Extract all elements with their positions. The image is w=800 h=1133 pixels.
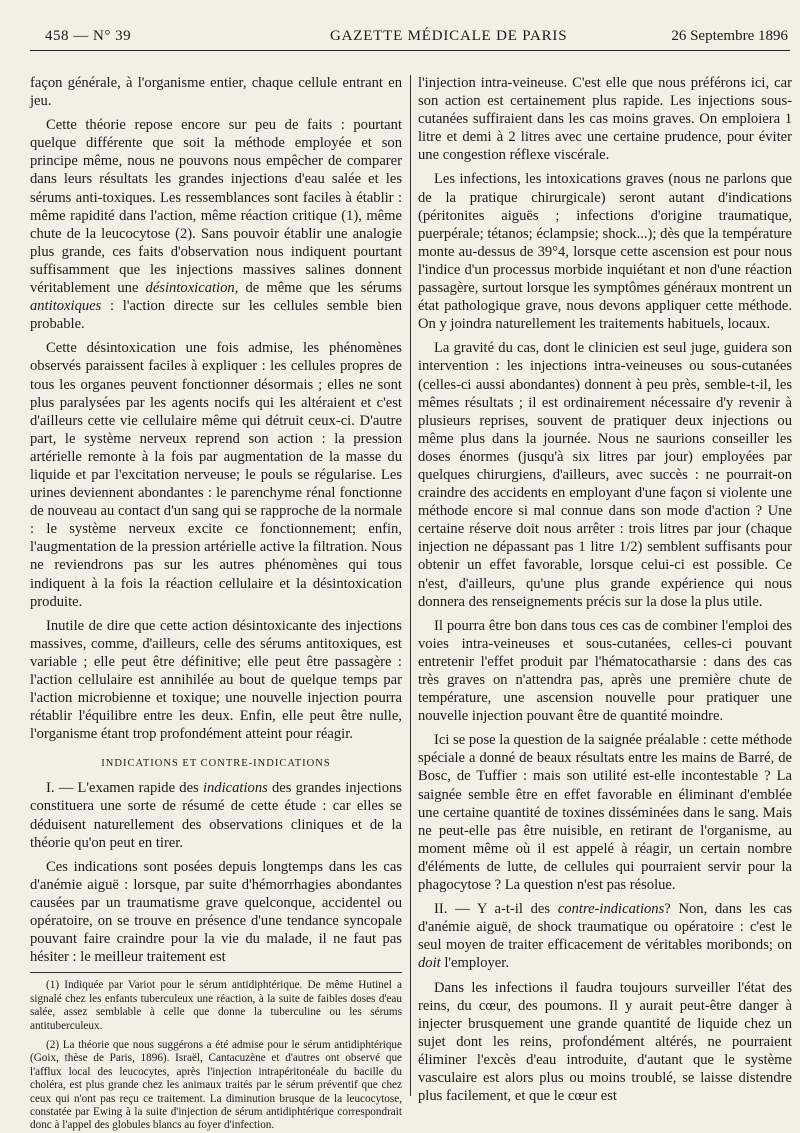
paragraph: façon générale, à l'organisme entier, chaque cellule entrant en jeu.: [30, 75, 402, 110]
paragraph: I. — L'examen rapide des indications des grandes injections constituera une sorte de résumé de cette étude : car elles se déduisent naturellement des observations cliniques et de la théorie qu'on peut en tirer.: [30, 780, 402, 851]
paragraph: II. — Y a-t-il des contre-indications? Non, dans les cas d'anémie aiguë, de shock traumatique ou opératoire : c'est le seul moyen de traiter efficacement de véritables moribonds; on doit l'employer.: [418, 901, 792, 972]
journal-title: GAZETTE MÉDICALE DE PARIS: [330, 28, 568, 44]
paragraph: Il pourra être bon dans tous ces cas de combiner l'emploi des voies intra-veineuses et sous-cutanées, celles-ci pouvant entretenir l'effet produit par l'hématocatharsie : dans des cas très graves on n'attendra pas, après une première chute de température, une ascension nouvelle pour pratiquer une nouvelle injection pouvant être de quantité moindre.: [418, 617, 792, 725]
header-rule: [30, 50, 790, 51]
footnote-rule: [30, 972, 402, 973]
paragraph: l'injection intra-veineuse. C'est elle que nous préférons ici, car son action est certainement plus rapide. Les injections sous-cutanées suffiraient dans les cas moins graves. On emploiera 1 litre et demi à 2 litres avec une certaine prudence, pour éviter une congestion réflexe viscérale.: [418, 75, 792, 164]
paragraph: Cette théorie repose encore sur peu de faits : pourtant quelque différente que soit la méthode employée et son principe même, nous ne pouvons nous empêcher de comparer dans leurs résultats les grandes injections d'eau salée et les sérums anti-toxiques. Les ressemblances sont faciles à établir : même rapidité dans l'action, même réaction critique (1), même chute de la leucocytose (2). Sans pouvoir établir une analogie plus grande, ces faits d'observation nous indiquent pourtant suffisamment que les injections massives salines donnent véritablement une désintoxication, de même que les sérums antitoxiques : l'action directe sur les cellules semble bien probable.: [30, 117, 402, 333]
paragraph: Ici se pose la question de la saignée préalable : cette méthode spéciale a donné de beaux résultats entre les mains de Barré, de Bosc, de Tuffier : mais son utilité est-elle incontestable ? La saignée semble être en effet favorable en éliminant d'emblée une certaine quantité de toxines disséminées dans le sang. Mais ne peut-elle pas être nuisible, en retirant de l'organisme, au moment même où il est appelé à réagir, un certain nombre d'éléments de lutte, de cellules qui pourraient servir pour la phagocytose ? La question n'est pas résolue.: [418, 732, 792, 894]
column-divider: [410, 75, 411, 1096]
left-column: [30, 74, 402, 1132]
paragraph: La gravité du cas, dont le clinicien est seul juge, guidera son intervention : les injections intra-veineuses ou sous-cutanées (celles-ci aussi abondantes) donnent à peu près, semble-t-il, les mêmes résultats ; il est ordinairement nécessaire d'y revenir à plusieurs reprises, souvent de pratiquer deux injections ou même plus dans la journée. Nous ne saurions conseiller les doses énormes (jusqu'à six litres par jour) employées par quelques chirurgiens, d'ailleurs, avec succès : ne pourrait-on craindre des accidents en employant d'une façon si violente une méthode encore si mal connue dans son mode d'action ? Une certaine réserve doit nous arrêter : trois litres par jour (chaque injection ne dépassant pas 1 litre 1/2) semblent suffisants pour obtenir un effet favorable, lorsque celui-ci est possible. Ce n'est, d'ailleurs, qu'une plus grande expérience qui nous donnera des renseignements précis sur la dose la plus utile.: [418, 340, 792, 610]
paragraph: Cette désintoxication une fois admise, les phénomènes observés paraissent faciles à expliquer : les cellules propres de tous les organes peuvent fonctionner désormais ; elles ne sont plus paralysées par les agents nocifs qui les altéraient et c'est d'ailleurs cette vie cellulaire même qui détruit ceux-ci. D'autre part, le système nerveux reprend son action : la pression artérielle remonte à la fois par augmentation de la masse du liquide et par l'excitation nerveuse; le pouls se régularise. Les urines deviennent abondantes : le parenchyme rénal fonctionne de nouveau au contact d'un sang qui se rapproche de la normale : le système nerveux excite ce fonctionnement; enfin, l'augmentation de la pression artérielle active la filtration. Nous ne reviendrons pas sur les autres phénomènes qui tous indiquent à la fois la réaction cellulaire et la désintoxication produite.: [30, 340, 402, 610]
paragraph: Inutile de dire que cette action désintoxicante des injections massives, comme, d'ailleurs, celle des sérums antitoxiques, est variable ; elle peut être définitive; elle peut être passagère : l'action cellulaire est annihilée au bout de quelque temps par l'action microbienne et toxique; une nouvelle injection pourra rétablir l'équilibre entre les deux. Enfin, elle peut être nulle, l'organisme étant trop profondément atteint pour réagir.: [30, 617, 402, 743]
page-issue-number: 458 — N° 39: [45, 28, 132, 44]
paragraph: Ces indications sont posées depuis longtemps dans les cas d'anémie aiguë : lorsque, par suite d'hémorrhagies abondantes causées par un traumatisme grave quelconque, accidentel ou opératoire, on se trouve en présence d'une tendance syncopale pouvant faire craindre pour la vie du malade, il ne faut pas hésiter : le meilleur traitement est: [30, 858, 402, 966]
footnote: (1) Indiquée par Variot pour le sérum antidiphtérique. De même Hutinel a signalé chez les enfants tuberculeux une réaction, à la suite de faibles doses d'eau salée, assez semblable à celle que donne la tuberculine ou les sérums antituberculeux.: [30, 979, 402, 1032]
section-heading: INDICATIONS ET CONTRE-INDICATIONS: [101, 758, 331, 770]
footnotes: [30, 979, 402, 1132]
paragraph: Les infections, les intoxications graves (nous ne parlons que de la pratique chirurgicale) seront autant d'indications (péritonites aiguës ; infections d'origine traumatique, puerpérale; tétanos; éclampsie; shock...); dès que la température monte au-dessus de 39°4, lorsque cette ascension est pour nous l'indice d'un processus morbide inquiétant et non d'une réaction passagère, surtout lorsque les symptômes généraux montrent un état pathologique grave, nous devons appliquer cette méthode. On y joindra naturellement les traitements habituels, locaux.: [418, 171, 792, 333]
running-header: [30, 28, 788, 48]
footnote: (2) La théorie que nous suggérons a été admise pour le sérum antidiphtérique (Goix, thèse de Paris, 1896). Israël, Cantacuzène et d'autres ont observé que l'afflux local des leucocytes, après l'injection intrapéritonéale du bacille du choléra, est plus grande chez les animaux traités par le sérum préventif que chez ceux qui n'ont pas reçu ce traitement. La diminution brusque de la leucocytose, constatée par Ewing à la suite d'injection de sérum antidiphtérique correspondrait donc à l'appel des globules blancs au foyer d'infection.: [30, 1038, 402, 1132]
right-column: [418, 74, 792, 1104]
paragraph: Dans les infections il faudra toujours surveiller l'état des reins, du cœur, des poumons. Il y aurait peut-être danger à injecter brusquement une grande quantité de liquide chez un sujet dont les reins, profondément altérés, ne pourraient éliminer l'excès d'eau introduite, d'autant que le système vasculaire est alors plus ou moins troublé, se laisse distendre plus facilement, et que le cœur est: [418, 979, 792, 1105]
issue-date: 26 Septembre 1896: [671, 28, 788, 44]
